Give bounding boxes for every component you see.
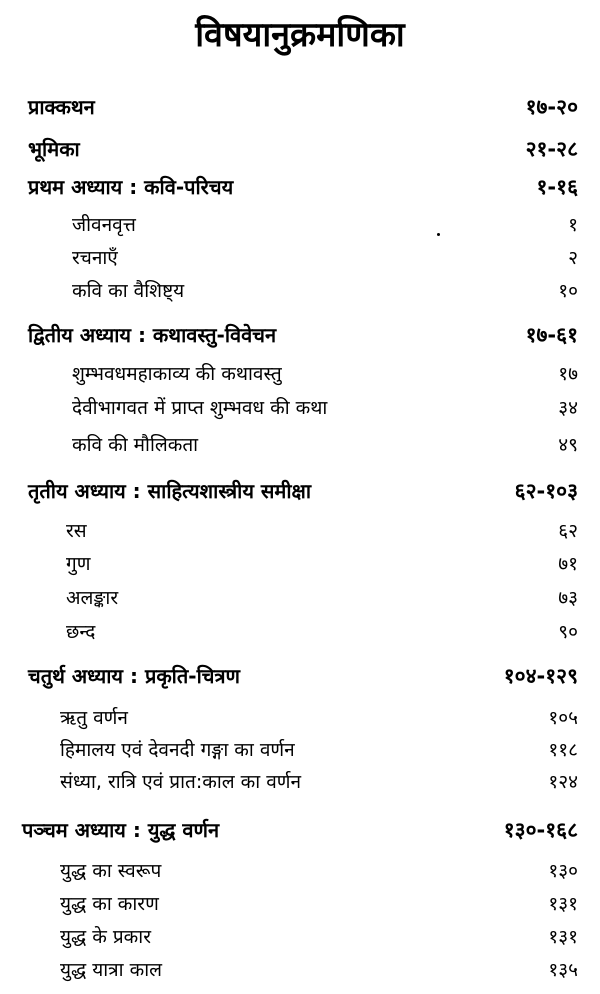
toc-entry-label: चतुर्थ अध्याय : प्रकृति-चित्रण	[28, 664, 240, 688]
toc-entry-label: युद्ध का स्वरूप	[60, 860, 162, 882]
toc-entry-label: रस	[66, 520, 87, 542]
toc-entry-page: १	[568, 214, 578, 236]
toc-entry-label: शुम्भवधमहाकाव्य की कथावस्तु	[72, 363, 282, 385]
toc-chapter-2[interactable]	[0, 320, 600, 350]
toc-subentry[interactable]	[0, 276, 600, 306]
toc-subentry[interactable]	[0, 955, 600, 985]
toc-subentry[interactable]	[0, 516, 600, 546]
toc-subentry[interactable]	[0, 735, 600, 765]
toc-entry-page: १०४-१२९	[503, 664, 578, 688]
toc-subentry[interactable]	[0, 549, 600, 579]
toc-entry-page: ६२-१०३	[514, 479, 578, 503]
toc-entry-label: हिमालय एवं देवनदी गङ्गा का वर्णन	[60, 739, 295, 761]
scan-speck	[437, 233, 440, 236]
toc-entry-label: द्वितीय अध्याय : कथावस्तु-विवेचन	[28, 323, 277, 347]
toc-entry-page: १३०-१६८	[503, 818, 578, 842]
toc-entry-preface[interactable]	[0, 92, 600, 122]
toc-entry-label: संध्या, रात्रि एवं प्रात:काल का वर्णन	[60, 771, 302, 793]
toc-chapter-4[interactable]	[0, 661, 600, 691]
toc-entry-label: पञ्चम अध्याय : युद्ध वर्णन	[22, 818, 220, 842]
toc-subentry[interactable]	[0, 703, 600, 733]
toc-entry-page: ६२	[558, 520, 578, 542]
toc-entry-introduction[interactable]	[0, 134, 600, 164]
toc-subentry[interactable]	[0, 393, 600, 423]
toc-subentry[interactable]	[0, 243, 600, 273]
toc-entry-page: १-१६	[536, 175, 578, 199]
toc-entry-page: १२४	[548, 771, 578, 793]
toc-entry-label: युद्ध के प्रकार	[60, 926, 151, 948]
toc-entry-page: १०५	[548, 707, 578, 729]
page-title: विषयानुक्रमणिका	[195, 15, 405, 55]
toc-subentry[interactable]	[0, 889, 600, 919]
toc-entry-label: तृतीय अध्याय : साहित्यशास्त्रीय समीक्षा	[28, 479, 312, 503]
toc-entry-label: जीवनवृत्त	[72, 214, 136, 236]
toc-entry-page: १३५	[548, 959, 578, 981]
toc-entry-page: १३१	[548, 926, 578, 948]
toc-subentry[interactable]	[0, 583, 600, 613]
toc-entry-label: भूमिका	[28, 137, 80, 161]
toc-entry-page: २	[568, 247, 578, 269]
toc-entry-page: ९०	[558, 621, 578, 643]
toc-entry-page: १७	[558, 363, 578, 385]
toc-entry-label: कवि की मौलिकता	[72, 434, 199, 456]
toc-entry-label: युद्ध का कारण	[60, 893, 159, 915]
toc-entry-label: देवीभागवत में प्राप्त शुम्भवध की कथा	[72, 397, 328, 419]
toc-entry-label: ऋतु वर्णन	[60, 707, 128, 729]
toc-entry-page: १७-६१	[525, 323, 578, 347]
toc-entry-label: प्रथम अध्याय : कवि-परिचय	[28, 175, 234, 199]
toc-entry-label: छन्द	[66, 621, 96, 643]
toc-entry-label: गुण	[66, 553, 91, 575]
toc-subentry[interactable]	[0, 430, 600, 460]
toc-subentry[interactable]	[0, 210, 600, 240]
toc-entry-page: ७१	[558, 553, 578, 575]
toc-entry-page: ३४	[558, 397, 578, 419]
toc-entry-page: ७३	[558, 587, 578, 609]
toc-subentry[interactable]	[0, 922, 600, 952]
toc-subentry[interactable]	[0, 856, 600, 886]
toc-entry-page: १३०	[548, 860, 578, 882]
toc-subentry[interactable]	[0, 617, 600, 647]
toc-entry-page: ११८	[548, 739, 578, 761]
toc-entry-page: १०	[558, 280, 578, 302]
toc-chapter-5[interactable]	[0, 815, 600, 845]
toc-entry-label: रचनाएँ	[72, 247, 118, 269]
toc-entry-page: १३१	[548, 893, 578, 915]
toc-chapter-3[interactable]	[0, 476, 600, 506]
toc-entry-label: कवि का वैशिष्ट्य	[72, 280, 185, 302]
toc-chapter-1[interactable]	[0, 172, 600, 202]
toc-entry-label: युद्ध यात्रा काल	[60, 959, 163, 981]
toc-entry-page: २१-२८	[525, 137, 578, 161]
toc-entry-page: ४९	[558, 434, 578, 456]
toc-subentry[interactable]	[0, 359, 600, 389]
toc-entry-label: प्राक्कथन	[28, 95, 95, 119]
toc-entry-label: अलङ्कार	[66, 587, 119, 609]
toc-entry-page: १७-२०	[525, 95, 578, 119]
toc-subentry[interactable]	[0, 767, 600, 797]
